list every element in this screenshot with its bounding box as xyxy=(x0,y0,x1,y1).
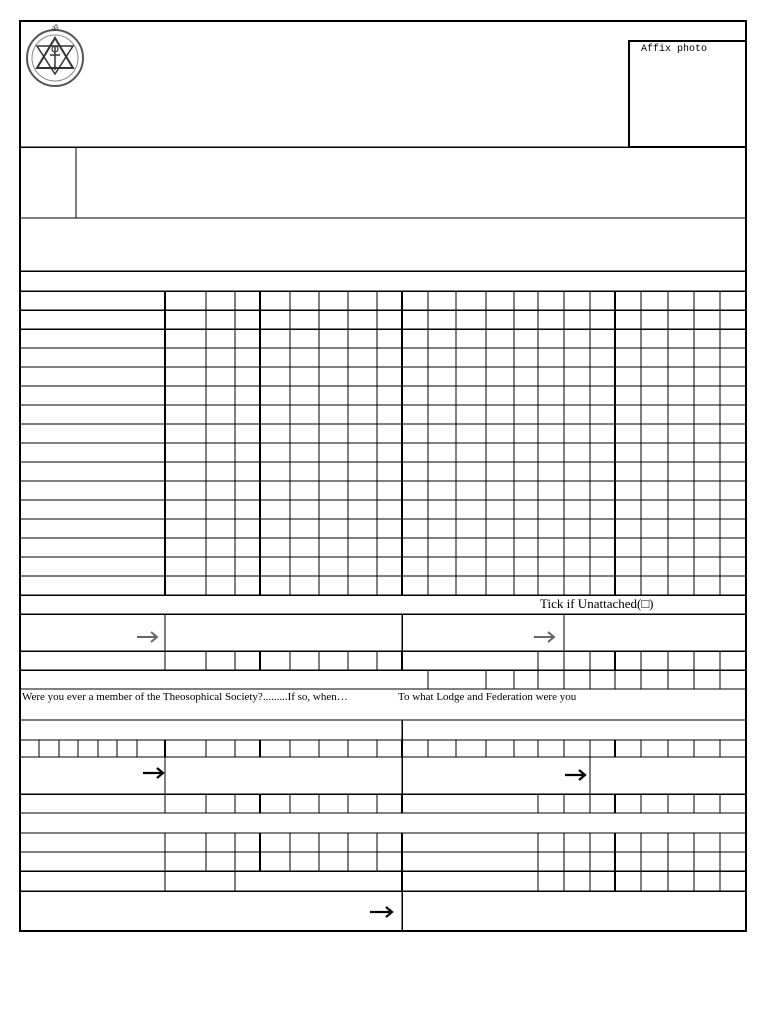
photo-box[interactable] xyxy=(628,40,746,148)
membership-question: Were you ever a member of the Theosophical Society?.........If so, when… xyxy=(22,691,348,703)
right-arrow-icon xyxy=(136,631,160,643)
affix-photo-label: Affix photo xyxy=(641,44,708,55)
right-arrow-icon xyxy=(533,631,557,643)
right-arrow-icon xyxy=(564,769,588,781)
theosophical-society-seal-icon xyxy=(24,24,86,88)
right-arrow-icon xyxy=(369,906,395,918)
tick-unattached-label: Tick if Unattached(□) xyxy=(540,596,654,611)
society-seal-logo xyxy=(24,24,86,88)
svg-text:ॐ: ॐ xyxy=(51,24,59,33)
lodge-question: To what Lodge and Federation were you xyxy=(398,691,577,703)
right-arrow-icon xyxy=(142,767,166,779)
